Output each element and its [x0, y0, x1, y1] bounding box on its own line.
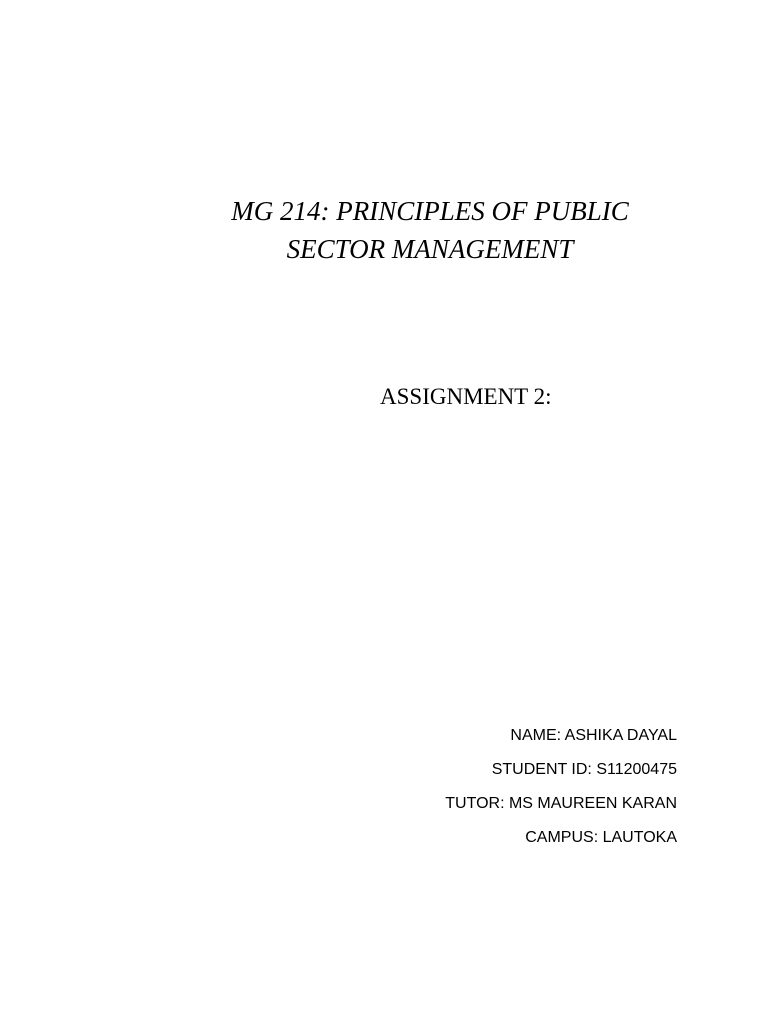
course-title-line-2: SECTOR MANAGEMENT — [286, 234, 574, 264]
student-name: NAME: ASHIKA DAYAL — [510, 727, 677, 744]
tutor-name: TUTOR: MS MAUREEN KARAN — [445, 795, 677, 812]
course-title — [190, 192, 670, 268]
course-title-line-1: MG 214: PRINCIPLES OF PUBLIC — [231, 196, 629, 226]
student-details — [445, 719, 677, 855]
campus-name: CAMPUS: LAUTOKA — [525, 829, 677, 846]
assignment-heading: ASSIGNMENT 2: — [380, 384, 552, 409]
student-id: STUDENT ID: S11200475 — [491, 761, 677, 778]
